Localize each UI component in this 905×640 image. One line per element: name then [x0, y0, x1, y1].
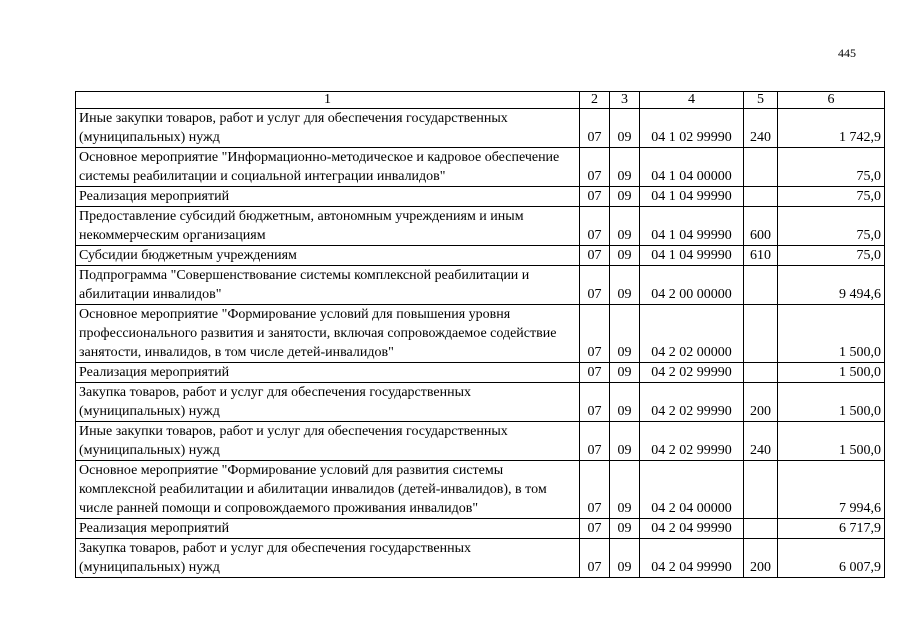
row-expense-type-cell	[744, 266, 778, 305]
row-target-article-cell: 04 2 02 99990	[640, 363, 744, 383]
row-subsection-cell: 09	[610, 148, 640, 187]
row-amount-cell: 1 500,0	[778, 363, 885, 383]
row-amount-cell: 1 742,9	[778, 109, 885, 148]
row-expense-type-cell	[744, 363, 778, 383]
row-amount-cell: 75,0	[778, 148, 885, 187]
row-name-cell: Реализация мероприятий	[76, 519, 580, 539]
table-header-row	[76, 92, 885, 109]
row-name-cell: Подпрограмма "Совершенствование системы комплексной реабилитации и абилитации инвалидов"	[76, 266, 580, 305]
row-subsection-cell: 09	[610, 363, 640, 383]
row-expense-type-cell: 240	[744, 109, 778, 148]
table-row	[76, 539, 885, 578]
header-col-1: 1	[76, 92, 580, 109]
row-section-cell: 07	[580, 246, 610, 266]
row-expense-type-cell: 200	[744, 383, 778, 422]
table-body	[76, 109, 885, 578]
header-col-4: 4	[640, 92, 744, 109]
table-row	[76, 519, 885, 539]
row-name-cell: Реализация мероприятий	[76, 187, 580, 207]
row-section-cell: 07	[580, 539, 610, 578]
row-expense-type-cell: 200	[744, 539, 778, 578]
row-name-cell: Иные закупки товаров, работ и услуг для обеспечения государственных (муниципальных) нужд	[76, 109, 580, 148]
row-expense-type-cell	[744, 461, 778, 519]
row-subsection-cell: 09	[610, 266, 640, 305]
table-row	[76, 363, 885, 383]
table-row	[76, 422, 885, 461]
row-section-cell: 07	[580, 422, 610, 461]
row-expense-type-cell: 610	[744, 246, 778, 266]
row-expense-type-cell	[744, 519, 778, 539]
row-amount-cell: 75,0	[778, 246, 885, 266]
row-subsection-cell: 09	[610, 539, 640, 578]
row-amount-cell: 1 500,0	[778, 305, 885, 363]
row-section-cell: 07	[580, 461, 610, 519]
row-name-cell: Предоставление субсидий бюджетным, автономным учреждениям и иным некоммерческим организациям	[76, 207, 580, 246]
table-row	[76, 461, 885, 519]
row-amount-cell: 7 994,6	[778, 461, 885, 519]
table-row	[76, 148, 885, 187]
row-section-cell: 07	[580, 148, 610, 187]
table-row	[76, 266, 885, 305]
row-target-article-cell: 04 2 04 99990	[640, 519, 744, 539]
row-subsection-cell: 09	[610, 187, 640, 207]
row-name-cell: Иные закупки товаров, работ и услуг для обеспечения государственных (муниципальных) нужд	[76, 422, 580, 461]
row-target-article-cell: 04 1 02 99990	[640, 109, 744, 148]
row-target-article-cell: 04 1 04 99990	[640, 246, 744, 266]
table-row	[76, 207, 885, 246]
row-subsection-cell: 09	[610, 383, 640, 422]
table-row	[76, 246, 885, 266]
row-name-cell: Закупка товаров, работ и услуг для обеспечения государственных (муниципальных) нужд	[76, 539, 580, 578]
row-subsection-cell: 09	[610, 461, 640, 519]
row-name-cell: Реализация мероприятий	[76, 363, 580, 383]
row-target-article-cell: 04 2 04 00000	[640, 461, 744, 519]
row-target-article-cell: 04 2 02 00000	[640, 305, 744, 363]
row-amount-cell: 9 494,6	[778, 266, 885, 305]
header-col-5: 5	[744, 92, 778, 109]
row-subsection-cell: 09	[610, 519, 640, 539]
row-amount-cell: 6 717,9	[778, 519, 885, 539]
row-subsection-cell: 09	[610, 207, 640, 246]
table-row	[76, 305, 885, 363]
row-section-cell: 07	[580, 207, 610, 246]
row-section-cell: 07	[580, 266, 610, 305]
row-target-article-cell: 04 1 04 99990	[640, 187, 744, 207]
row-name-cell: Основное мероприятие "Информационно-методическое и кадровое обеспечение системы реабилитации и социальной интеграции инвалидов"	[76, 148, 580, 187]
budget-table	[75, 91, 885, 578]
row-amount-cell: 6 007,9	[778, 539, 885, 578]
row-section-cell: 07	[580, 383, 610, 422]
row-section-cell: 07	[580, 109, 610, 148]
row-section-cell: 07	[580, 187, 610, 207]
header-col-2: 2	[580, 92, 610, 109]
row-name-cell: Основное мероприятие "Формирование условий для повышения уровня профессионального развития и занятости, включая сопровождаемое содействие занятости, инвалидов, в том числе детей-инвалидов"	[76, 305, 580, 363]
row-target-article-cell: 04 2 00 00000	[640, 266, 744, 305]
row-amount-cell: 1 500,0	[778, 383, 885, 422]
page-number: 445	[838, 46, 856, 60]
row-section-cell: 07	[580, 363, 610, 383]
header-col-6: 6	[778, 92, 885, 109]
table-row	[76, 383, 885, 422]
row-section-cell: 07	[580, 305, 610, 363]
row-name-cell: Закупка товаров, работ и услуг для обеспечения государственных (муниципальных) нужд	[76, 383, 580, 422]
row-target-article-cell: 04 2 02 99990	[640, 383, 744, 422]
table-row	[76, 109, 885, 148]
row-subsection-cell: 09	[610, 246, 640, 266]
row-name-cell: Основное мероприятие "Формирование условий для развития системы комплексной реабилитации и абилитации инвалидов (детей-инвалидов), в том числе ранней помощи и сопровождаемого проживания инвалидов"	[76, 461, 580, 519]
row-subsection-cell: 09	[610, 109, 640, 148]
row-target-article-cell: 04 1 04 00000	[640, 148, 744, 187]
row-amount-cell: 75,0	[778, 207, 885, 246]
row-subsection-cell: 09	[610, 305, 640, 363]
row-expense-type-cell: 240	[744, 422, 778, 461]
row-amount-cell: 75,0	[778, 187, 885, 207]
row-amount-cell: 1 500,0	[778, 422, 885, 461]
row-target-article-cell: 04 1 04 99990	[640, 207, 744, 246]
row-expense-type-cell: 600	[744, 207, 778, 246]
row-name-cell: Субсидии бюджетным учреждениям	[76, 246, 580, 266]
row-expense-type-cell	[744, 148, 778, 187]
header-col-3: 3	[610, 92, 640, 109]
row-subsection-cell: 09	[610, 422, 640, 461]
row-target-article-cell: 04 2 04 99990	[640, 539, 744, 578]
row-expense-type-cell	[744, 187, 778, 207]
row-target-article-cell: 04 2 02 99990	[640, 422, 744, 461]
row-section-cell: 07	[580, 519, 610, 539]
row-expense-type-cell	[744, 305, 778, 363]
table-row	[76, 187, 885, 207]
